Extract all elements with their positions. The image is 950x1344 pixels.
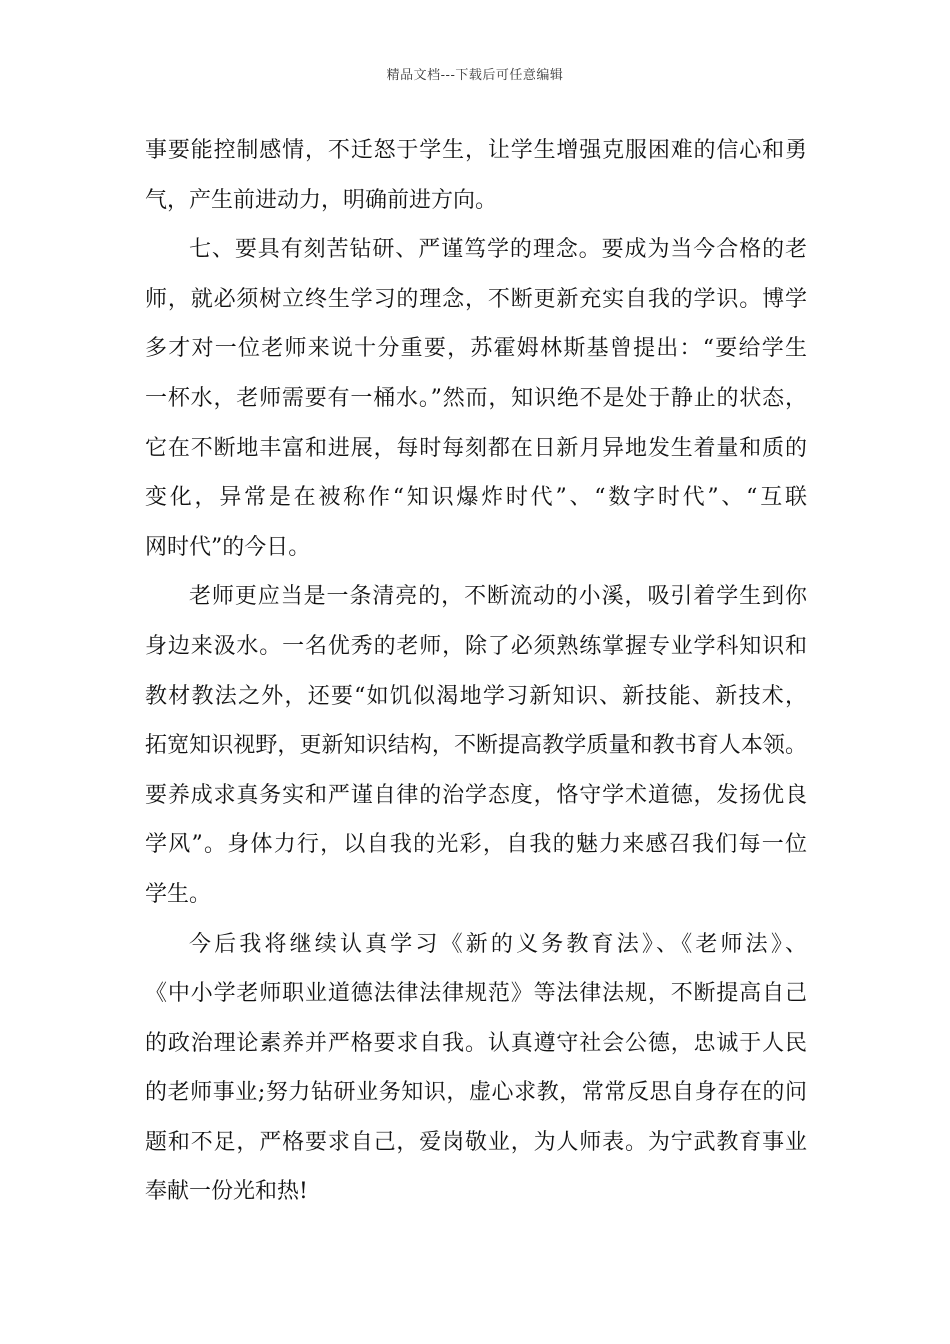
text-line: 变化，异常是在被称作“知识爆炸时代”、“数字时代”、“互联: [145, 485, 807, 511]
text-line: 师，就必须树立终生学习的理念，不断更新充实自我的学识。博学: [145, 286, 807, 312]
text-line: 《中小学老师职业道德法律法律规范》等法律法规，不断提高自己: [145, 981, 807, 1007]
text-line: 教材教法之外，还要“如饥似渴地学习新知识、新技能、新技术，: [145, 683, 807, 709]
text-line: 七、要具有刻苦钻研、严谨笃学的理念。要成为当今合格的老: [189, 237, 807, 263]
text-line: 老师更应当是一条清亮的，不断流动的小溪，吸引着学生到你: [189, 584, 807, 610]
page-header: 精品文档---下载后可任意编辑: [386, 68, 564, 83]
text-line: 它在不断地丰富和进展，每时每刻都在日新月异地发生着量和质的: [145, 435, 807, 461]
text-line: 奉献一份光和热!: [145, 1179, 308, 1205]
text-line: 一杯水，老师需要有一桶水。”然而，知识绝不是处于静止的状态，: [145, 385, 807, 411]
paragraph-4: [145, 920, 807, 1218]
text-line: 题和不足，严格要求自己，爱岗敬业，为人师表。为宁武教育事业: [145, 1129, 807, 1155]
paragraph-3: [145, 572, 807, 919]
text-line: 学生。: [145, 881, 212, 907]
paragraph-1: [145, 126, 807, 225]
text-line: 的政治理论素养并严格要求自我。认真遵守社会公德，忠诚于人民: [145, 1030, 807, 1056]
text-line: 多才对一位老师来说十分重要，苏霍姆林斯基曾提出：“要给学生: [145, 336, 807, 362]
text-line: 学风”。身体力行，以自我的光彩，自我的魅力来感召我们每一位: [145, 832, 807, 858]
paragraph-2: [145, 225, 807, 572]
text-line: 拓宽知识视野，更新知识结构，不断提高教学质量和教书育人本领。: [145, 733, 807, 759]
text-line: 气，产生前进动力，明确前进方向。: [145, 187, 498, 213]
text-line: 网时代”的今日。: [145, 534, 311, 560]
text-line: 要养成求真务实和严谨自律的治学态度，恪守学术道德，发扬优良: [145, 782, 807, 808]
text-line: 今后我将继续认真学习《新的义务教育法》、《老师法》、: [189, 931, 807, 957]
document-body: [145, 126, 807, 1217]
text-line: 身边来汲水。一名优秀的老师，除了必须熟练掌握专业学科知识和: [145, 633, 807, 659]
text-line: 的老师事业;努力钻研业务知识，虚心求教，常常反思自身存在的问: [145, 1080, 807, 1106]
text-line: 事要能控制感情，不迁怒于学生，让学生增强克服困难的信心和勇: [145, 138, 807, 163]
